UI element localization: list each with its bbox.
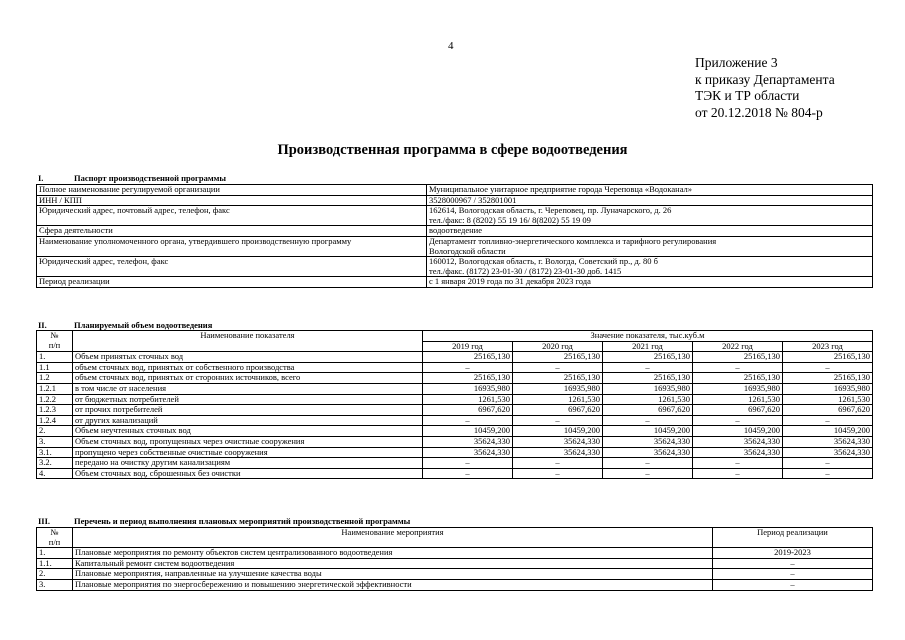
row-value: – — [513, 468, 603, 479]
table-row — [37, 236, 873, 256]
year-header: 2022 год — [693, 341, 783, 352]
row-number: 2. — [37, 569, 73, 580]
row-value: 1261,530 — [603, 394, 693, 405]
row-value: 1261,530 — [693, 394, 783, 405]
row-value: 35624,330 — [783, 436, 873, 447]
passport-value: 3528000967 / 352801001 — [427, 195, 873, 206]
passport-value-cell — [427, 257, 873, 277]
row-indicator: Объем принятых сточных вод — [73, 352, 423, 363]
section-1-number: I. — [38, 173, 44, 183]
row-value: 25165,130 — [783, 373, 873, 384]
year-header: 2020 год — [513, 341, 603, 352]
row-value: – — [783, 362, 873, 373]
year-header: 2023 год — [783, 341, 873, 352]
row-number: 1.2 — [37, 373, 73, 384]
col-number-header — [37, 331, 73, 352]
row-value: 1261,530 — [423, 394, 513, 405]
measures-table-body — [37, 548, 873, 590]
row-indicator: от других канализаций — [73, 415, 423, 426]
row-number: 1.2.4 — [37, 415, 73, 426]
row-value: 6967,620 — [513, 405, 603, 416]
row-value: 16935,980 — [783, 383, 873, 394]
section-3-heading — [36, 516, 410, 526]
row-value: 25165,130 — [693, 373, 783, 384]
row-period: – — [713, 558, 873, 569]
passport-value-line-2: Вологодской области — [429, 245, 506, 256]
row-value: – — [423, 458, 513, 469]
row-indicator: в том числе от населения — [73, 383, 423, 394]
table-row — [37, 415, 873, 426]
appendix-line-1: Приложение 3 — [695, 55, 778, 70]
row-measure: Плановые мероприятия, направленные на улучшение качества воды — [73, 569, 713, 580]
appendix-line-3: ТЭК и ТР области — [695, 88, 800, 103]
table-row — [37, 548, 873, 559]
table-row — [37, 352, 873, 363]
row-indicator: объем сточных вод, принятых от собственного производства — [73, 362, 423, 373]
col-value-header: Значение показателя, тыс.куб.м — [423, 331, 873, 342]
volume-table — [36, 330, 873, 479]
section-2-title: Планируемый объем водоотведения — [74, 320, 213, 330]
row-indicator: пропущено через собственные очистные сооружения — [73, 447, 423, 458]
row-measure: Плановые мероприятия по ремонту объектов систем централизованного водоотведения — [73, 548, 713, 559]
row-number: 3.1. — [37, 447, 73, 458]
col-number-header — [37, 528, 73, 548]
passport-value: Муниципальное унитарное предприятие города Череповца «Водоканал» — [427, 185, 873, 196]
row-value: 25165,130 — [513, 352, 603, 363]
row-number: 1.2.2 — [37, 394, 73, 405]
row-value: 6967,620 — [693, 405, 783, 416]
row-indicator: Объем неучтенных сточных вод — [73, 426, 423, 437]
appendix-block — [695, 55, 835, 121]
col-period-header: Период реализации — [713, 528, 873, 548]
row-indicator: передано на очистку другим канализациям — [73, 458, 423, 469]
row-value: 6967,620 — [423, 405, 513, 416]
row-value: 25165,130 — [423, 373, 513, 384]
row-value: 6967,620 — [783, 405, 873, 416]
row-value: 25165,130 — [693, 352, 783, 363]
row-value: – — [783, 468, 873, 479]
row-value: 10459,200 — [783, 426, 873, 437]
row-value: 10459,200 — [423, 426, 513, 437]
row-period: – — [713, 579, 873, 590]
year-header: 2021 год — [603, 341, 693, 352]
year-header: 2019 год — [423, 341, 513, 352]
col-number-label: № — [50, 330, 59, 340]
row-indicator: объем сточных вод, принятых от сторонних источников, всего — [73, 373, 423, 384]
row-number: 4. — [37, 468, 73, 479]
passport-label: Наименование уполномоченного органа, утвердившего производственную программу — [37, 236, 427, 256]
row-value: 35624,330 — [603, 447, 693, 458]
col-number-label-2: п/п — [48, 339, 61, 350]
passport-label: Юридический адрес, телефон, факс — [37, 257, 427, 277]
row-value: 16935,980 — [603, 383, 693, 394]
appendix-line-4: от 20.12.2018 № 804-р — [695, 104, 823, 120]
row-value: – — [423, 415, 513, 426]
passport-value: 160012, Вологодская область, г. Вологда, Советский пр., д. 80 б — [429, 256, 659, 267]
row-indicator: от прочих потребителей — [73, 405, 423, 416]
table-row — [37, 558, 873, 569]
passport-value-cell — [427, 206, 873, 226]
row-value: – — [693, 362, 783, 373]
row-value: 25165,130 — [603, 373, 693, 384]
section-3-number: III. — [38, 516, 51, 526]
table-row — [37, 569, 873, 580]
row-value: 1261,530 — [783, 394, 873, 405]
table-row — [37, 394, 873, 405]
row-value: 10459,200 — [513, 426, 603, 437]
table-header-row — [37, 528, 873, 548]
section-1-title: Паспорт производственной программы — [74, 173, 227, 183]
row-value: 10459,200 — [693, 426, 783, 437]
row-value: – — [513, 362, 603, 373]
table-row — [37, 579, 873, 590]
row-value: 35624,330 — [783, 447, 873, 458]
col-number-label: № — [50, 527, 59, 537]
section-1-heading — [36, 173, 226, 183]
row-period: 2019-2023 — [713, 548, 873, 559]
table-row — [37, 226, 873, 237]
row-value: 6967,620 — [603, 405, 693, 416]
row-value: – — [423, 468, 513, 479]
table-header-row — [37, 331, 873, 342]
passport-value: с 1 января 2019 года по 31 декабря 2023 года — [427, 277, 873, 288]
row-value: 16935,980 — [423, 383, 513, 394]
row-period: – — [713, 569, 873, 580]
table-row — [37, 206, 873, 226]
row-value: 35624,330 — [513, 436, 603, 447]
passport-table — [36, 184, 873, 288]
table-row — [37, 468, 873, 479]
table-row — [37, 426, 873, 437]
row-value: 1261,530 — [513, 394, 603, 405]
row-indicator: Объем сточных вод, пропущенных через очистные сооружения — [73, 436, 423, 447]
row-value: 35624,330 — [423, 447, 513, 458]
appendix-line-2: к приказу Департамента — [695, 71, 835, 87]
passport-value-line-2: тел./факс: 8 (8202) 55 19 16/ 8(8202) 55 19 09 — [429, 214, 591, 225]
row-number: 3. — [37, 579, 73, 590]
row-value: 35624,330 — [693, 436, 783, 447]
col-measure-header: Наименование мероприятия — [73, 528, 713, 548]
passport-label: Период реализации — [37, 277, 427, 288]
row-value: – — [693, 468, 783, 479]
col-indicator-header: Наименование показателя — [73, 331, 423, 352]
row-value: 35624,330 — [513, 447, 603, 458]
row-value: 16935,980 — [693, 383, 783, 394]
row-value: 25165,130 — [603, 352, 693, 363]
row-value: 10459,200 — [603, 426, 693, 437]
row-number: 2. — [37, 426, 73, 437]
row-number: 1.1. — [37, 558, 73, 569]
row-number: 3. — [37, 436, 73, 447]
row-value: – — [603, 362, 693, 373]
section-2-number: II. — [38, 320, 47, 330]
table-row — [37, 383, 873, 394]
document-title: Производственная программа в сфере водоотведения — [277, 142, 628, 158]
passport-value: 162614, Вологодская область, г. Череповец, пр. Луначарского, д. 26 — [429, 205, 672, 216]
passport-label: Сфера деятельности — [37, 226, 427, 237]
row-value: – — [423, 362, 513, 373]
passport-value-line-2: тел./факс. (8172) 23-01-30 / (8172) 23-01-30 доб. 1415 — [429, 265, 622, 276]
row-value: – — [783, 415, 873, 426]
row-value: 25165,130 — [423, 352, 513, 363]
table-row — [37, 405, 873, 416]
row-value: – — [783, 458, 873, 469]
measures-table — [36, 527, 873, 591]
row-value: 35624,330 — [423, 436, 513, 447]
passport-value: Департамент топливно-энергетического комплекса и тарифного регулирования — [429, 236, 717, 246]
table-row — [37, 458, 873, 469]
passport-label: Юридический адрес, почтовый адрес, телефон, факс — [37, 206, 427, 226]
volume-table-body — [37, 352, 873, 479]
table-row — [37, 436, 873, 447]
table-row — [37, 277, 873, 288]
row-number: 1. — [37, 548, 73, 559]
row-indicator: от бюджетных потребителей — [73, 394, 423, 405]
row-value: – — [513, 415, 603, 426]
section-3-title: Перечень и период выполнения плановых мероприятий производственной программы — [74, 516, 411, 526]
row-value: – — [603, 458, 693, 469]
row-value: 25165,130 — [513, 373, 603, 384]
passport-value: водоотведение — [427, 226, 873, 237]
table-row — [37, 257, 873, 277]
row-indicator: Объем сточных вод, сброшенных без очистки — [73, 468, 423, 479]
row-measure: Плановые мероприятия по энергосбережению и повышению энергетической эффективности — [73, 579, 713, 590]
col-number-label-2: п/п — [48, 536, 61, 547]
table-row — [37, 195, 873, 206]
row-value: 25165,130 — [783, 352, 873, 363]
row-value: 16935,980 — [513, 383, 603, 394]
passport-label: ИНН / КПП — [37, 195, 427, 206]
row-value: – — [693, 458, 783, 469]
table-row — [37, 373, 873, 384]
passport-label: Полное наименование регулируемой организации — [37, 185, 427, 196]
row-number: 1.2.3 — [37, 405, 73, 416]
row-number: 1.2.1 — [37, 383, 73, 394]
passport-value-cell — [427, 236, 873, 256]
row-number: 1.1 — [37, 362, 73, 373]
row-number: 1. — [37, 352, 73, 363]
page-number: 4 — [448, 40, 454, 52]
row-value: 35624,330 — [603, 436, 693, 447]
table-row — [37, 185, 873, 196]
section-2-heading — [36, 320, 212, 330]
row-value: 35624,330 — [693, 447, 783, 458]
row-value: – — [603, 415, 693, 426]
row-number: 3.2. — [37, 458, 73, 469]
table-row — [37, 362, 873, 373]
table-row — [37, 447, 873, 458]
row-value: – — [603, 468, 693, 479]
row-measure: Капитальный ремонт систем водоотведения — [73, 558, 713, 569]
row-value: – — [513, 458, 603, 469]
row-value: – — [693, 415, 783, 426]
